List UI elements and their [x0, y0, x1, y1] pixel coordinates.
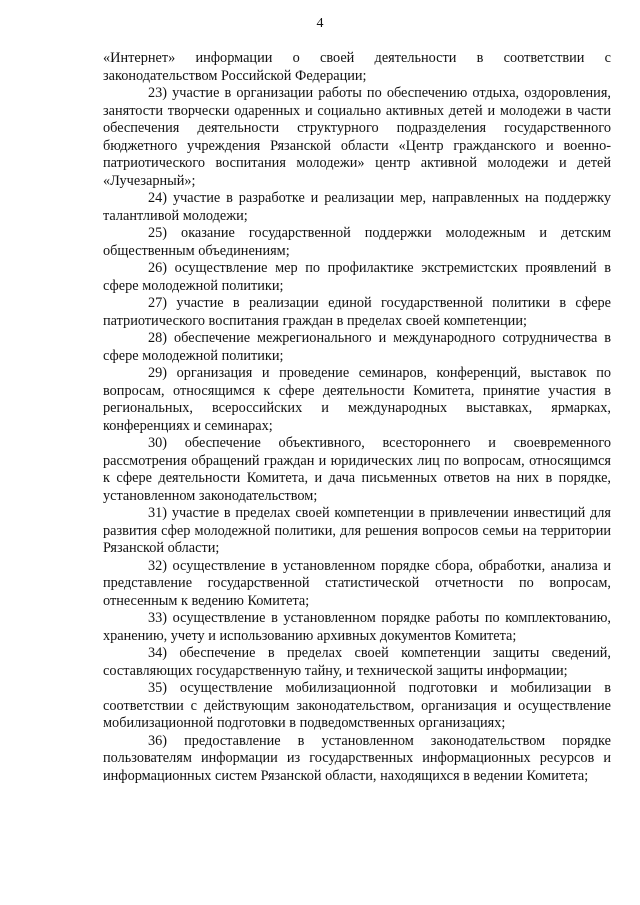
paragraph: 24) участие в разработке и реализации мер, направленных на поддержку талантливой молодежи;: [103, 190, 611, 224]
page-number: 4: [316, 16, 324, 31]
paragraph: 32) осуществление в установленном порядке сбора, обработки, анализа и представление государственной статистической отчетности по вопросам, отнесенным к ведению Комитета;: [103, 557, 611, 609]
paragraph: 29) организация и проведение семинаров, конференций, выставок по вопросам, относящимся к сфере деятельности Комитета, принятие участия в региональных, всероссийских и международных выставках, ярмарках, конференциях и семинарах;: [103, 365, 611, 434]
paragraph: 26) осуществление мер по профилактике экстремистских проявлений в сфере молодежной политики;: [103, 260, 611, 294]
paragraph: 28) обеспечение межрегионального и международного сотрудничества в сфере молодежной политики;: [103, 330, 611, 364]
paragraph: 23) участие в организации работы по обеспечению отдыха, оздоровления, занятости творчески одаренных и социально активных детей и молодежи в части обеспечения деятельности структурного подразделения государственного бюджетного учреждения Рязанской области «Центр гражданского и военно-патриотического воспитания молодежи» центр активной молодежи и детей «Лучезарный»;: [103, 85, 611, 189]
paragraph: 27) участие в реализации единой государственной политики в сфере патриотического воспитания граждан в пределах своей компетенции;: [103, 295, 611, 329]
paragraph: 31) участие в пределах своей компетенции в привлечении инвестиций для развития сфер молодежной политики, для решения вопросов семьи на территории Рязанской области;: [103, 505, 611, 556]
paragraph: «Интернет» информации о своей деятельности в соответствии с законодательством Российской Федерации;: [103, 50, 611, 84]
paragraph: 36) предоставление в установленном законодательством порядке пользователям информации из государственных информационных ресурсов и информационных систем Рязанской области, находящихся в ведении Комитета;: [103, 732, 611, 784]
document-body: [103, 50, 611, 785]
paragraph: 33) осуществление в установленном порядке работы по комплектованию, хранению, учету и использованию архивных документов Комитета;: [103, 610, 611, 644]
paragraph: 25) оказание государственной поддержки молодежным и детским общественным объединениям;: [103, 225, 611, 259]
paragraph: 34) обеспечение в пределах своей компетенции защиты сведений, составляющих государственную тайну, и технической защиты информации;: [103, 645, 611, 679]
paragraph: 30) обеспечение объективного, всестороннего и своевременного рассмотрения обращений граждан и юридических лиц по вопросам, относящимся к сфере деятельности Комитета, и дача письменных ответов на них в порядке, установленном законодательством;: [103, 435, 611, 504]
paragraph: 35) осуществление мобилизационной подготовки и мобилизации в соответствии с действующим законодательством, организация и осуществление мобилизационной подготовки в подведомственных организациях;: [103, 680, 611, 731]
